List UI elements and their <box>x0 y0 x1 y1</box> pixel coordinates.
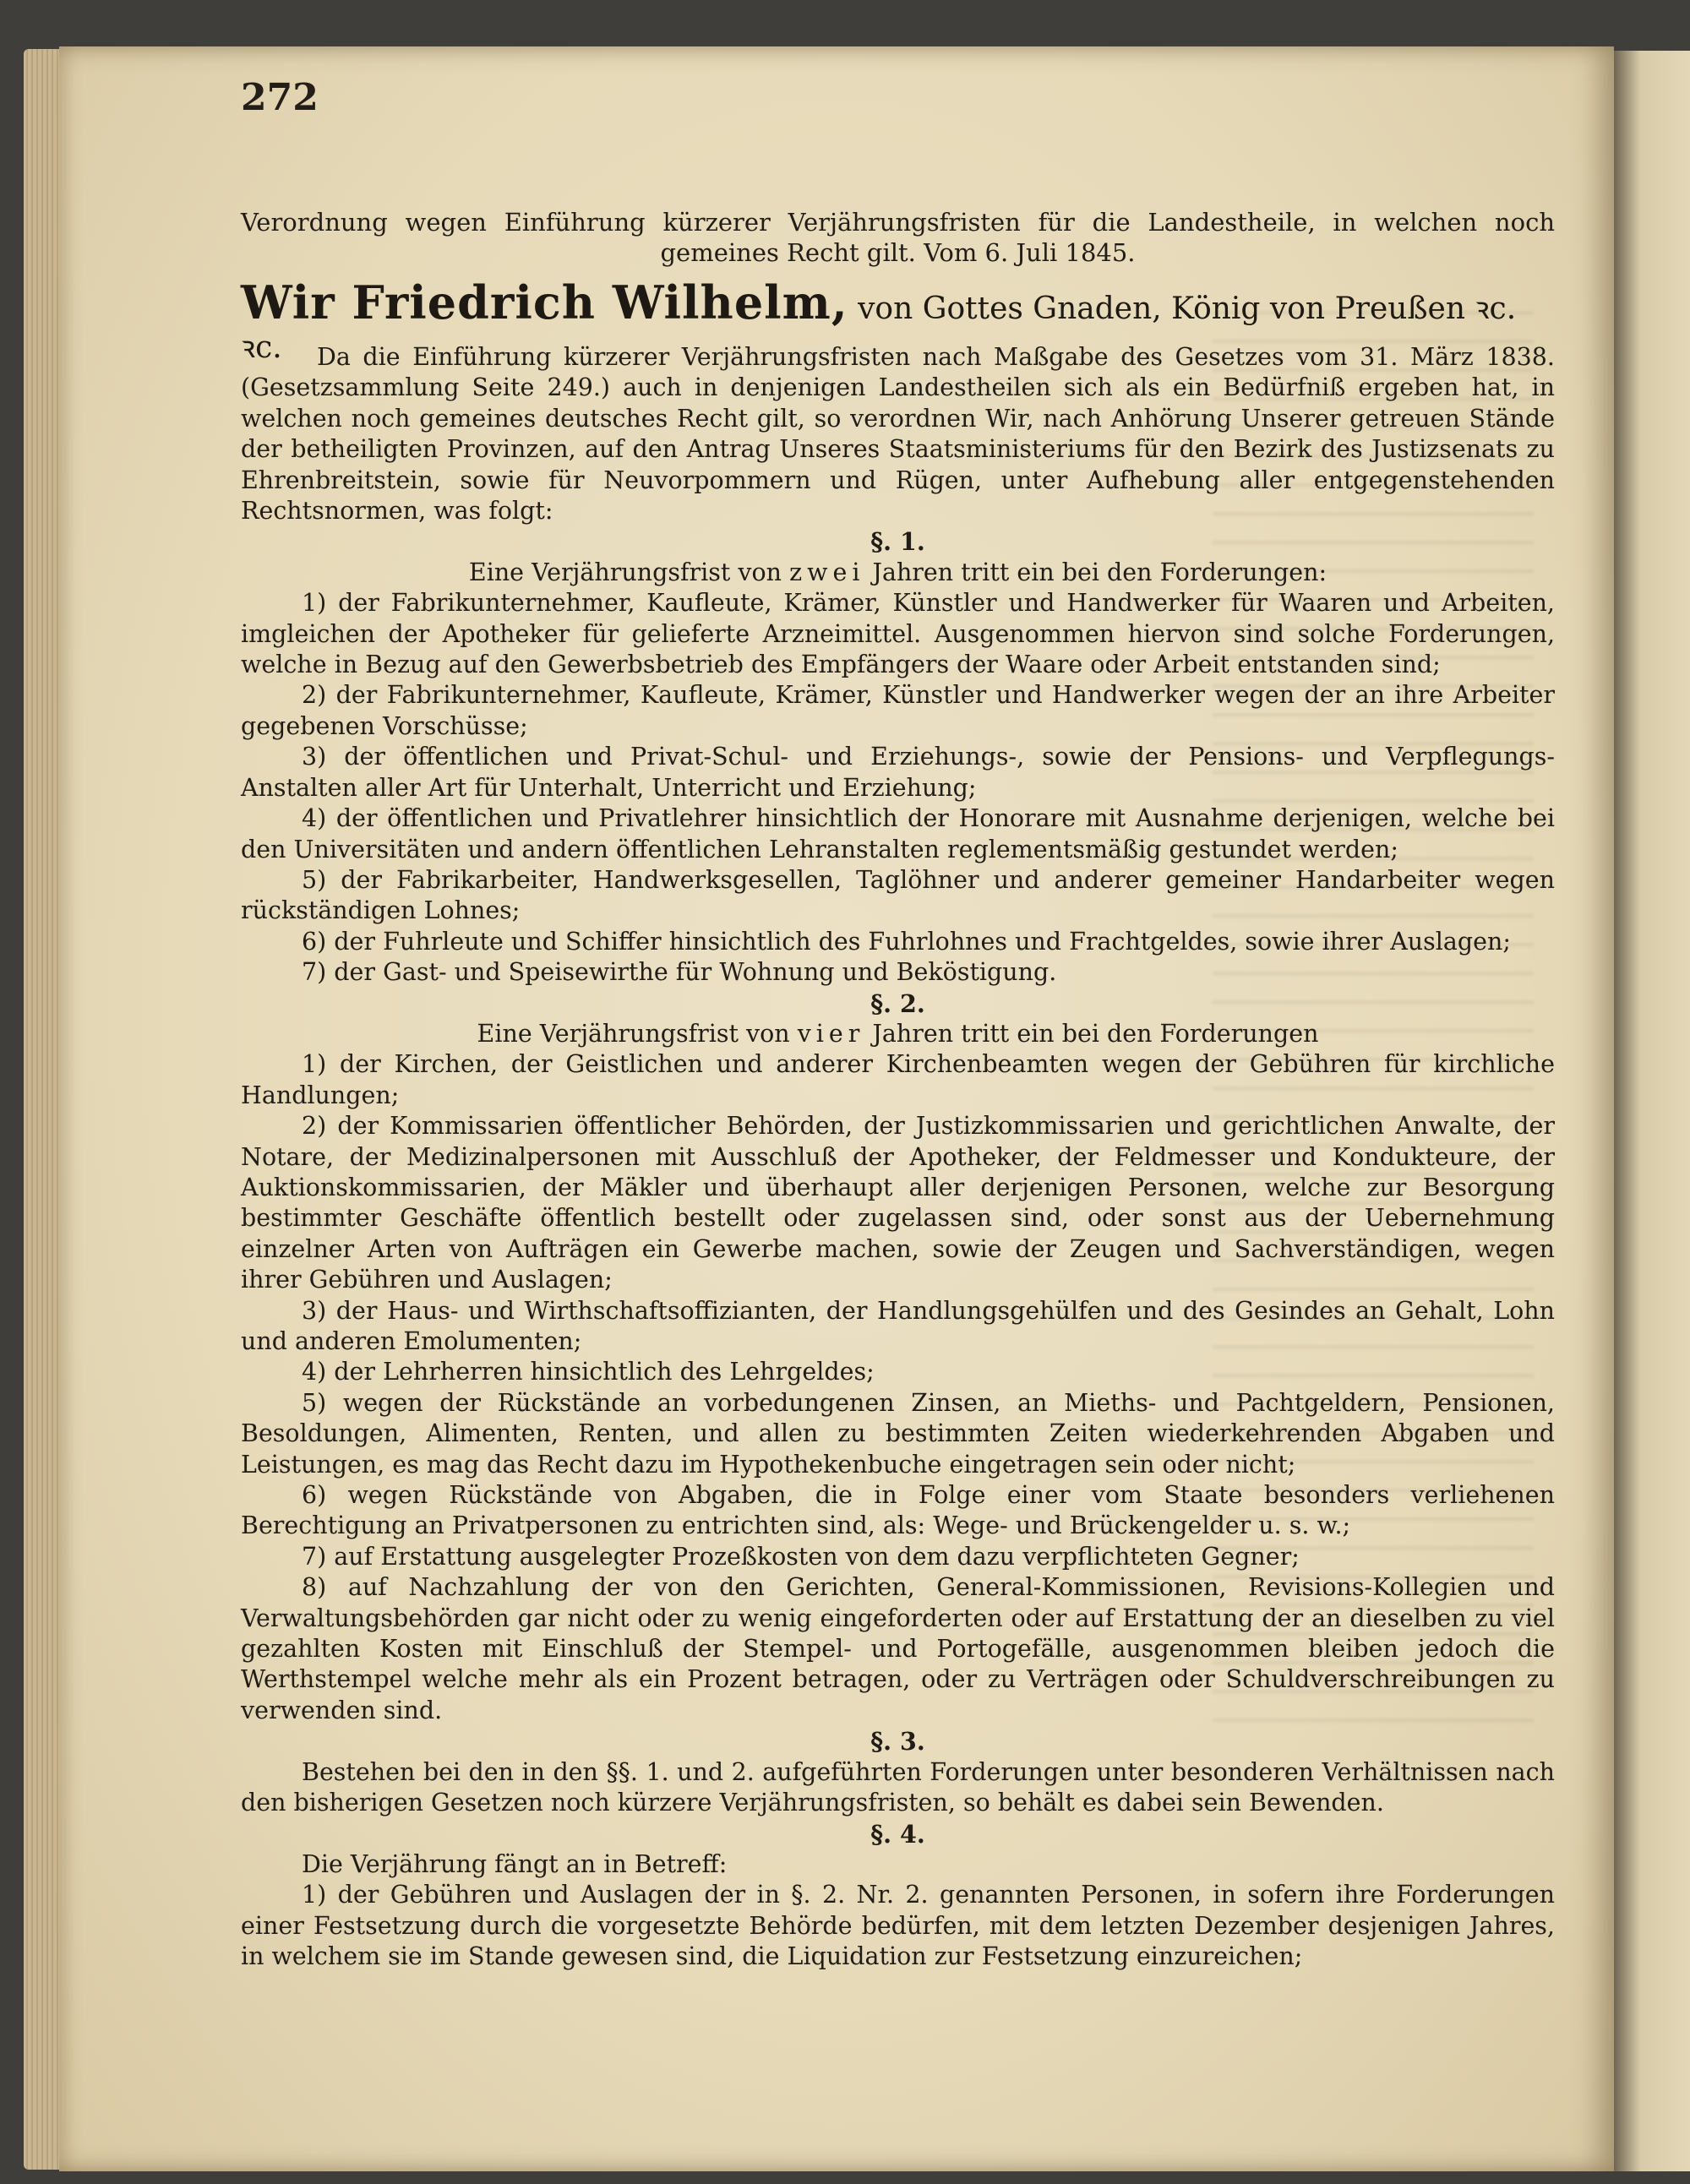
list-item: 3) der Haus- und Wirthschaftsoffizianten, der Handlungsgehülfen und des Gesindes an Gehalt, Lohn und anderen Emolumenten; <box>241 1296 1555 1355</box>
list-item: 3) der öffentlichen und Privat-Schul- und Erziehungs-, sowie der Pensions- und Verpflegungs-Anstalten aller Art für Unterhalt, Unterricht und Erziehung; <box>241 743 1555 802</box>
list-item: 5) der Fabrikarbeiter, Handwerksgesellen, Taglöhner und anderer gemeiner Handarbeiter wegen rückständigen Lohnes; <box>241 865 1555 925</box>
preamble: Da die Einführung kürzerer Verjährungsfristen nach Maßgabe des Gesetzes vom 31. März 1838. (Gesetzsammlung Seite 249.) auch in denjenigen Landestheilen sich als ein Bedürfniß ergeben hat, in welchen noch gemeines deutsches Recht gilt, so verordnen Wir, nach Anhörung Unserer getreuen Stände der betheiligten Provinzen, auf den Antrag Unseres Staatsministeriums für den Bezirk des Justizsenats zu Ehrenbreitstein, sowie für Neuvorpommern und Rügen, unter Aufhebung aller entgegenstehenden Rechtsnormen, was folgt: <box>241 343 1555 526</box>
list-item: 1) der Fabrikunternehmer, Kaufleute, Krämer, Künstler und Handwerker für Waaren und Arbeiten, imgleichen der Apotheker für gelieferte Arzneimittel. Ausgenommen hiervon sind solche Forderungen, welche in Bezug auf den Gewerbsbetrieb des Empfängers der Waare oder Arbeit entstanden sind; <box>241 589 1555 679</box>
list-item: 5) wegen der Rückstände an vorbedungenen Zinsen, an Mieths- und Pachtgeldern, Pensionen, Besoldungen, Alimenten, Renten, und allen zu bestimmten Zeiten wiederkehrenden Abgaben und Leistungen, es mag das Recht dazu im Hypothekenbuche eingetragen sein oder nicht; <box>241 1388 1555 1479</box>
section-intro: Eine Verjährungsfrist von zwei Jahren tritt ein bei den Forderungen: <box>468 558 1327 586</box>
list-item: 2) der Fabrikunternehmer, Kaufleute, Krämer, Künstler und Handwerker wegen der an ihre Arbeiter gegebenen Vorschüsse; <box>241 681 1555 740</box>
ordinance-title: Verordnung wegen Einführung kürzerer Verjährungsfristen für die Landestheile, in welchen noch gemeines Recht gilt. Vom 6. Juli 1845. <box>241 208 1555 267</box>
list-item: 8) auf Nachzahlung der von den Gerichten, General-Kommissionen, Revisions-Kollegien und Verwaltungsbehörden gar nicht oder zu wenig eingeforderten oder auf Erstattung der an dieselben zu viel gezahlten Kosten mit Einschluß der Stempel- und Portogefälle, ausgenommen bleiben jedoch die Werthstempel welche mehr als ein Prozent betragen, oder zu Verträgen oder Schuldverschreibungen zu verwenden sind. <box>241 1573 1555 1724</box>
section-heading: §. 3. <box>870 1727 925 1756</box>
list-item: 6) der Fuhrleute und Schiffer hinsichtlich des Fuhrlohnes und Frachtgeldes, sowie ihrer Auslagen; <box>302 927 1511 956</box>
section-heading: §. 2. <box>870 989 925 1018</box>
ordinance-body <box>241 342 1555 1973</box>
list-item: 4) der Lehrherren hinsichtlich des Lehrgeldes; <box>302 1358 875 1386</box>
section-heading: §. 1. <box>870 527 925 557</box>
section-heading: §. 4. <box>870 1819 925 1849</box>
list-item: 6) wegen Rückstände von Abgaben, die in Folge einer vom Staate besonders verliehenen Berechtigung an Privatpersonen zu entrichten sind, als: Wege- und Brückengelder u. s. w.; <box>241 1481 1555 1540</box>
sovereign-name: Wir Friedrich Wilhelm, <box>241 275 848 330</box>
list-item: 7) der Gast- und Speisewirthe für Wohnung und Beköstigung. <box>302 958 1057 987</box>
list-item: 1) der Kirchen, der Geistlichen und anderer Kirchenbeamten wegen der Gebühren für kirchliche Handlungen; <box>241 1050 1555 1109</box>
list-item: 1) der Gebühren und Auslagen der in §. 2. Nr. 2. genannten Personen, in sofern ihre Forderungen einer Festsetzung durch die vorgesetzte Behörde bedürfen, mit dem letzten Dezember desjenigen Jahres, in welchem sie im Stande gewesen sind, die Liquidation zur Festsetzung einzureichen; <box>241 1881 1555 1971</box>
list-item: 7) auf Erstattung ausgelegter Prozeßkosten von dem dazu verpflichteten Gegner; <box>302 1542 1300 1571</box>
section-text: Bestehen bei den in den §§. 1. und 2. aufgeführten Forderungen unter besonderen Verhältnissen nach den bisherigen Gesetzen noch kürzere Verjährungsfristen, so behält es dabei sein Bewenden. <box>241 1757 1555 1817</box>
sovereign-style: von Gottes Gnaden, König von Preußen ꝛc. ꝛc. <box>241 291 1517 365</box>
list-item: 2) der Kommissarien öffentlicher Behörden, der Justizkommissarien und gerichtlichen Anwalte, der Notare, der Medizinalpersonen mit Ausschluß der Apotheker, der Feldmesser und Kondukteure, der Auktionskommissarien, der Mäkler und überhaupt aller derjenigen Personen, welche zur Besorgung bestimmter Geschäfte öffentlich bestellt oder zugelassen sind, oder sonst aus der Uebernehmung einzelner Arten von Aufträgen ein Gewerbe machen, sowie der Zeugen und Sachverständigen, wegen ihrer Gebühren und Auslagen; <box>241 1112 1555 1294</box>
section-intro: Eine Verjährungsfrist von vier Jahren tritt ein bei den Forderungen <box>477 1019 1319 1048</box>
list-item: 4) der öffentlichen und Privatlehrer hinsichtlich der Honorare mit Ausnahme derjenigen, welche bei den Universitäten und andern öffentlichen Lehranstalten reglementsmäßig gestundet werden; <box>241 804 1555 863</box>
facing-page-edge <box>1614 51 1690 2171</box>
page-number: 272 <box>241 76 319 119</box>
section-intro: Die Verjährung fängt an in Betreff: <box>302 1849 728 1878</box>
